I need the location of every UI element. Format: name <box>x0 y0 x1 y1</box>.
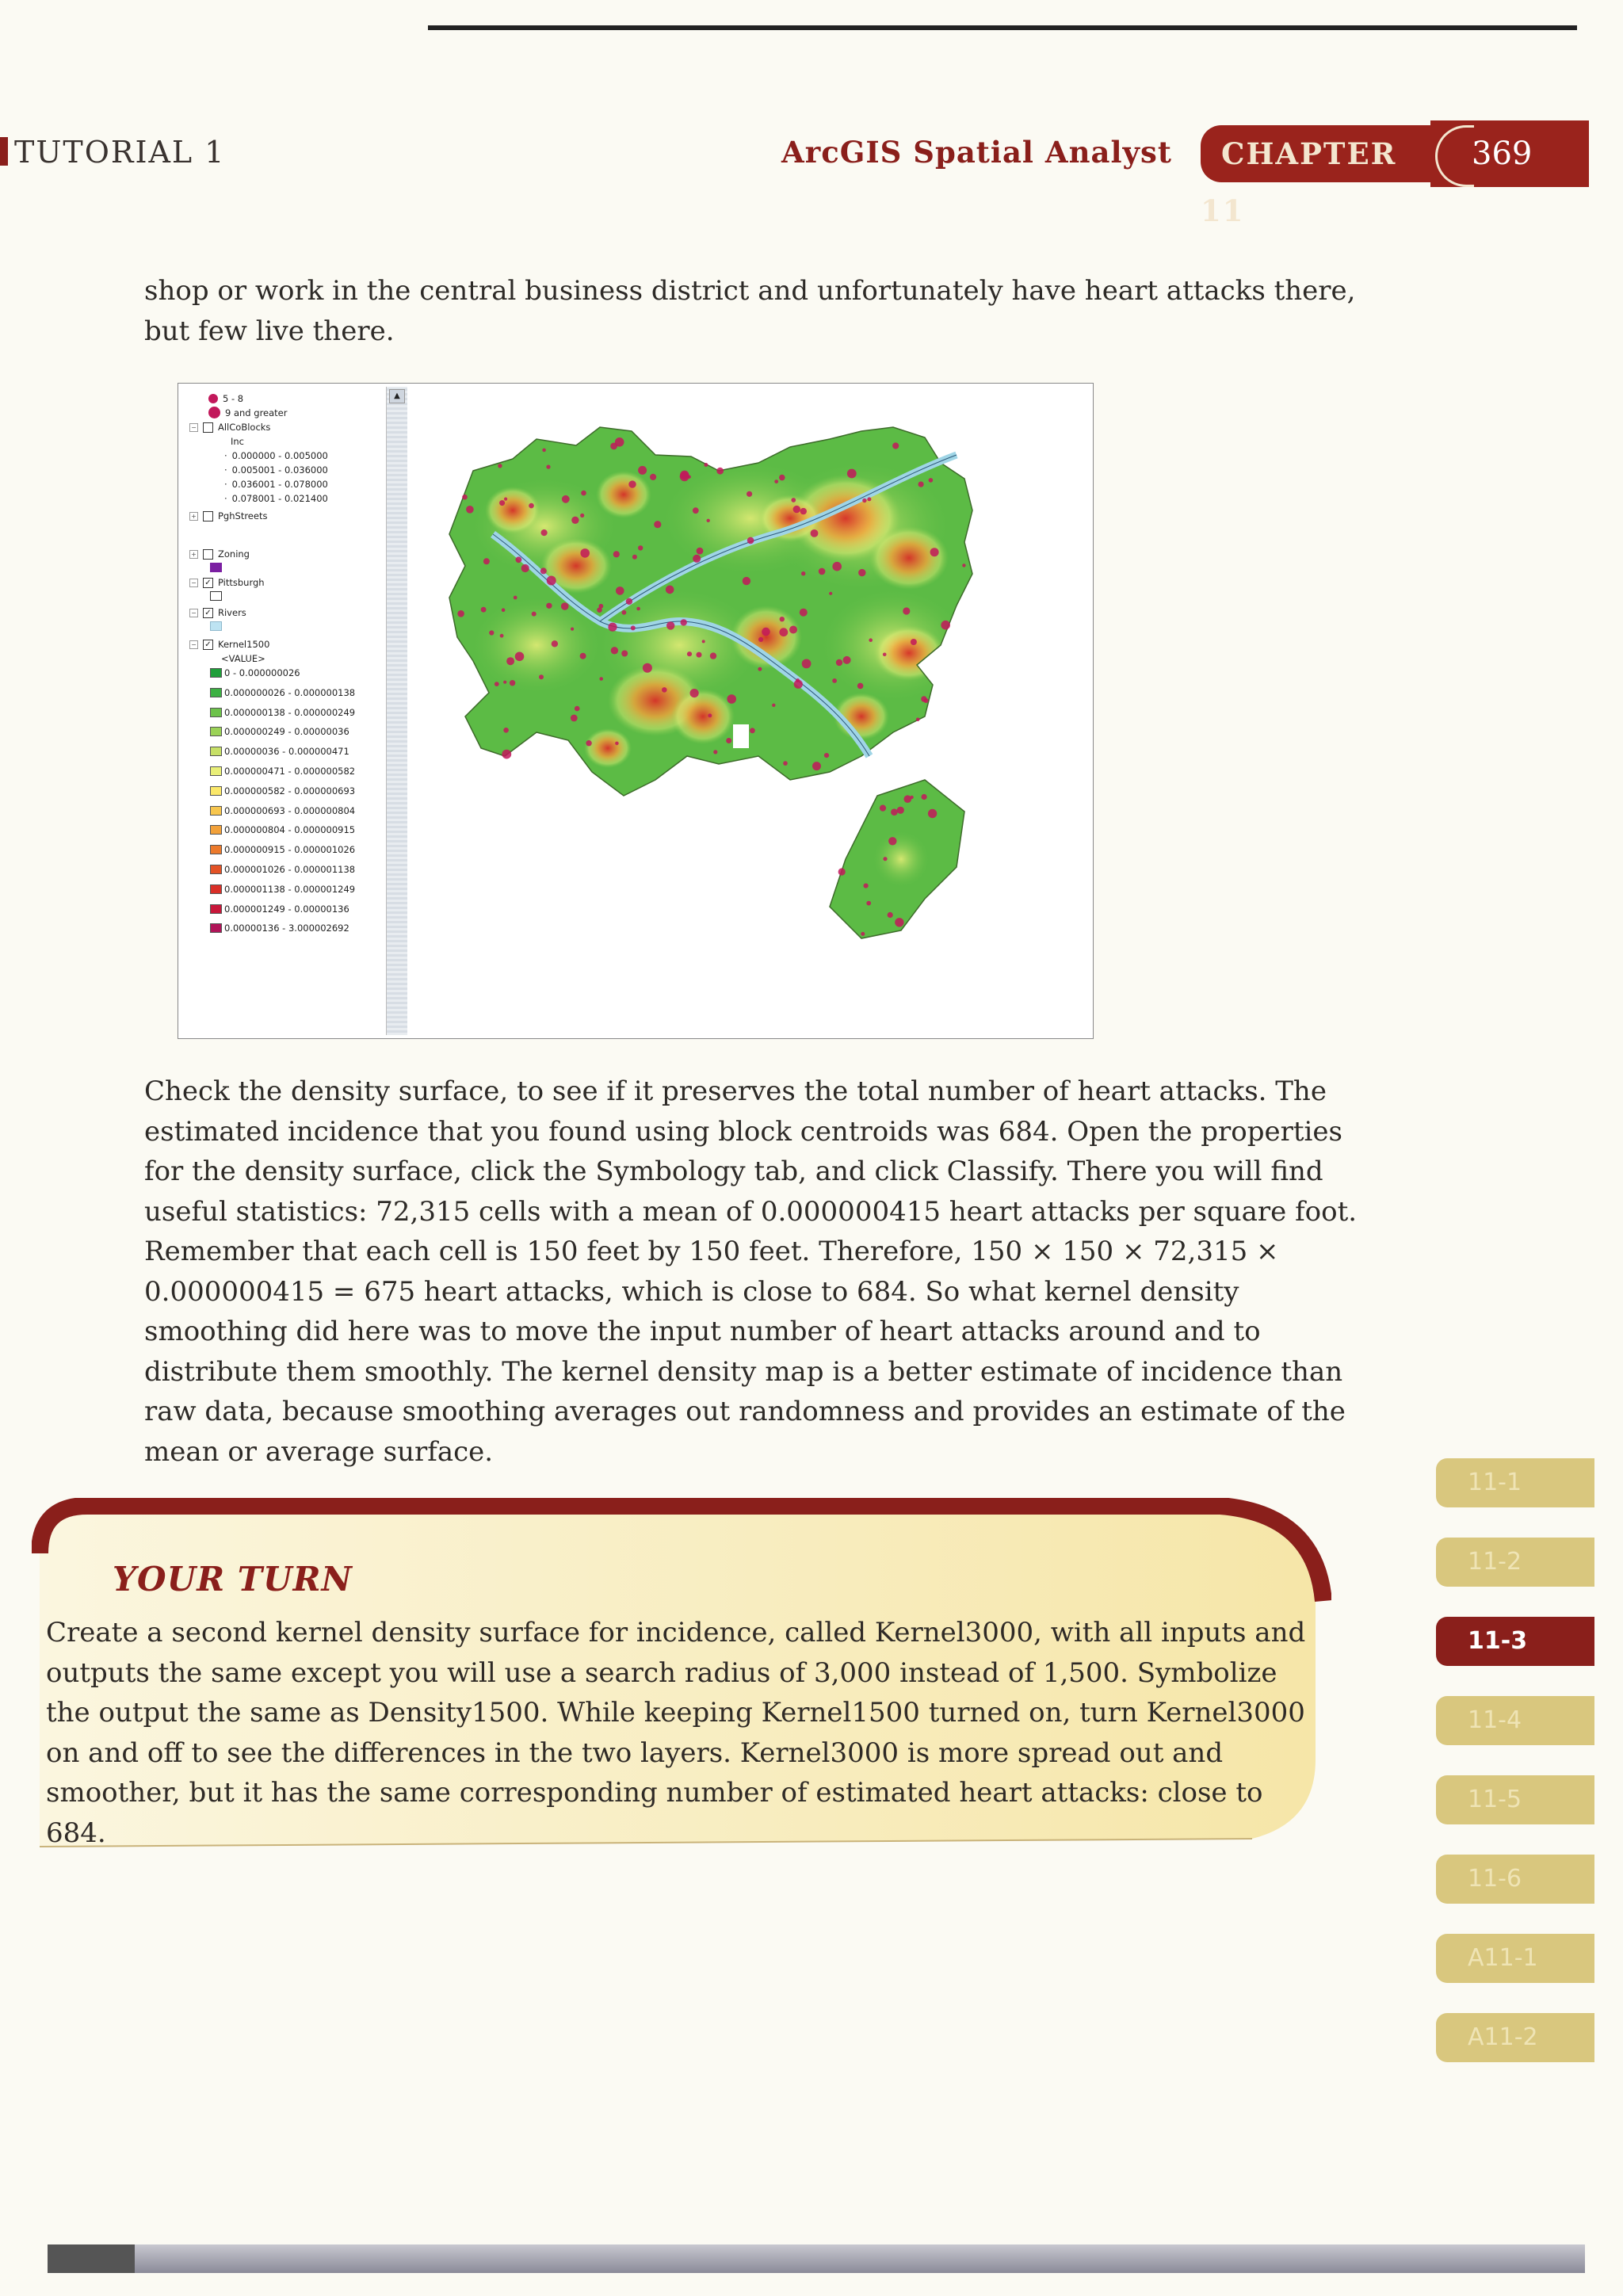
heart-attack-point <box>758 637 763 642</box>
class-swatch <box>210 688 222 697</box>
heart-attack-point <box>704 463 708 467</box>
heart-attack-point <box>608 623 617 632</box>
heart-attack-point <box>586 740 591 746</box>
heart-attack-point <box>516 556 522 563</box>
side-tab-A11-1[interactable]: A11-1 <box>1436 1934 1594 1983</box>
heart-attack-point <box>502 750 511 759</box>
hole-area <box>733 724 749 748</box>
layer-name: PghStreets <box>218 510 268 521</box>
heart-attack-point <box>857 683 864 690</box>
heart-attack-point <box>888 837 896 845</box>
heart-attack-point <box>529 503 534 509</box>
class-label: 0 - 0.000000026 <box>224 667 300 678</box>
heart-attack-point <box>580 653 586 659</box>
toc-class-row <box>224 464 328 476</box>
heart-attack-point <box>693 507 699 514</box>
heart-attack-point <box>571 517 579 524</box>
heart-attack-point <box>800 508 807 514</box>
kernel-class-row <box>210 667 300 678</box>
toc-layer-rivers[interactable] <box>189 607 246 618</box>
toc-scrollbar[interactable] <box>386 387 407 1035</box>
kernel-class-row <box>210 785 355 797</box>
heart-attack-point <box>772 704 775 707</box>
heart-attack-point <box>690 689 699 697</box>
heart-attack-point <box>466 506 474 514</box>
page-number-text: 369 <box>1472 136 1533 172</box>
heart-attack-point <box>681 619 687 625</box>
heart-attack-point <box>707 519 710 522</box>
heart-attack-point <box>687 651 692 656</box>
heart-attack-point <box>636 607 640 611</box>
heart-attack-point <box>897 807 904 814</box>
heart-attack-point <box>498 464 502 468</box>
kernel-class-row <box>210 687 355 698</box>
heart-attack-point <box>575 706 580 712</box>
heart-attack-point <box>547 576 556 586</box>
dot-icon: · <box>224 464 227 476</box>
heart-attack-point <box>622 610 627 615</box>
heart-attack-point <box>836 659 842 666</box>
heart-attack-point <box>864 884 869 888</box>
heart-attack-point <box>783 761 788 766</box>
heart-attack-point <box>615 742 619 746</box>
class-label: 0.000000804 - 0.000000915 <box>224 824 356 836</box>
class-label: 0.000000138 - 0.000000249 <box>224 706 356 718</box>
heart-attack-point <box>521 564 529 572</box>
heart-attack-point <box>638 545 643 550</box>
heart-attack-point <box>540 567 547 574</box>
layer-name: Rivers <box>218 607 246 618</box>
heart-attack-point <box>571 628 574 631</box>
heart-attack-point <box>631 625 636 630</box>
heart-attack-point <box>789 626 797 634</box>
heart-attack-point <box>562 495 570 503</box>
class-label: 0.000000249 - 0.00000036 <box>224 726 349 738</box>
heart-attack-point <box>962 563 965 567</box>
kernel-class-row <box>210 923 349 934</box>
heart-attack-point <box>504 498 507 501</box>
heart-attack-point <box>628 480 636 487</box>
heart-attack-point <box>869 638 873 642</box>
toc-layer-pghstreets[interactable] <box>189 510 267 521</box>
dot-icon: · <box>224 493 227 504</box>
class-label: 0.000001249 - 0.00000136 <box>224 903 349 915</box>
heart-attack-point <box>862 499 866 502</box>
heart-attack-point <box>847 469 857 479</box>
heart-attack-point <box>597 607 602 613</box>
heart-attack-point <box>941 621 950 630</box>
expand-icon[interactable]: − <box>189 423 198 432</box>
heart-attack-point <box>779 628 788 636</box>
class-label: 0.000000915 - 0.000001026 <box>224 844 356 856</box>
kernel-class-row <box>210 864 355 875</box>
heart-attack-point <box>888 912 893 918</box>
layer-name: Kernel1500 <box>218 639 270 650</box>
side-tab-11-6[interactable]: 11-6 <box>1436 1855 1594 1904</box>
bottom-bar-dark <box>48 2244 135 2273</box>
heart-attack-point <box>780 617 785 621</box>
expand-icon[interactable]: + <box>189 550 198 559</box>
heart-attack-point <box>616 586 624 595</box>
table-of-contents <box>178 384 416 1038</box>
class-swatch <box>210 708 222 717</box>
heart-attack-point <box>514 596 517 600</box>
class-label: 0.000000471 - 0.000000582 <box>224 766 356 777</box>
heart-attack-point <box>632 555 637 560</box>
kernel-class-row <box>210 707 355 718</box>
heart-attack-point <box>758 667 762 671</box>
heart-attack-point <box>801 571 805 575</box>
heart-attack-point <box>903 607 910 614</box>
page-number <box>1430 120 1589 187</box>
class-label: 0.000000693 - 0.000000804 <box>224 804 356 816</box>
kernel-class-row <box>210 904 349 915</box>
class-label: 0.00000036 - 0.000000471 <box>224 746 349 758</box>
page-number-ring <box>1435 125 1474 187</box>
class-label: 0.078001 - 0.021400 <box>231 493 328 504</box>
heart-attack-point <box>708 713 712 717</box>
layer-checkbox-checked[interactable]: ✓ <box>203 608 213 618</box>
heart-attack-point <box>462 495 468 500</box>
heart-attack-point <box>929 478 934 483</box>
heart-attack-point <box>626 598 632 605</box>
heart-attack-point <box>904 795 912 803</box>
heart-attack-point <box>866 901 871 906</box>
heart-attack-point <box>824 753 829 758</box>
layer-name: Pittsburgh <box>218 577 265 588</box>
running-header-title: ArcGIS Spatial Analyst <box>781 135 1172 170</box>
dot-icon: · <box>224 479 227 490</box>
running-header-text: TUTORIAL 1 <box>14 135 226 170</box>
heart-attack-point <box>650 474 656 480</box>
top-rule <box>428 25 1577 30</box>
class-swatch <box>210 884 222 894</box>
scroll-up-icon[interactable]: ▲ <box>389 389 405 403</box>
toc-class-row <box>224 493 328 504</box>
heart-attack-point <box>747 491 752 497</box>
heart-attack-point <box>916 718 920 722</box>
heart-attack-point <box>861 932 865 936</box>
layer-checkbox[interactable] <box>203 549 213 560</box>
heart-attack-point <box>666 586 674 594</box>
expand-icon[interactable]: − <box>189 640 198 649</box>
heart-attack-point <box>843 656 851 664</box>
heart-attack-point <box>457 610 464 617</box>
heart-attack-point <box>911 639 917 645</box>
heart-attack-point <box>774 479 778 483</box>
layer-checkbox[interactable] <box>203 422 213 433</box>
side-tab-11-4[interactable]: 11-4 <box>1436 1696 1594 1745</box>
heart-attack-point <box>832 678 837 683</box>
chapter-label: CHAPTER 11 <box>1201 125 1438 182</box>
heart-attack-point <box>561 602 569 610</box>
side-tab-A11-2[interactable]: A11-2 <box>1436 2013 1594 2062</box>
heart-attack-point <box>930 548 939 556</box>
kernel-class-row <box>210 746 349 757</box>
class-label: 0.036001 - 0.078000 <box>231 479 328 490</box>
layer-name: Zoning <box>218 548 250 560</box>
heart-attack-point <box>924 698 929 703</box>
side-tab-11-1[interactable]: 11-1 <box>1436 1458 1594 1507</box>
heart-attack-point <box>680 471 689 479</box>
side-tab-11-5[interactable]: 11-5 <box>1436 1775 1594 1824</box>
class-label: 0.000001026 - 0.000001138 <box>224 864 356 875</box>
heart-attack-point <box>747 537 754 544</box>
heart-attack-point <box>541 529 548 536</box>
heart-attack-point <box>515 652 525 662</box>
heart-attack-point <box>716 468 724 475</box>
heart-attack-point <box>819 568 826 575</box>
heart-attack-point <box>580 548 590 558</box>
toc-field-label <box>221 653 265 664</box>
toc-swatch-row <box>210 591 224 601</box>
class-swatch <box>210 727 222 736</box>
map-view[interactable] <box>418 384 1093 1038</box>
class-swatch <box>210 766 222 776</box>
expand-icon[interactable]: − <box>189 609 198 617</box>
heart-attack-point <box>793 506 800 513</box>
class-swatch <box>210 747 222 756</box>
toc-range-row <box>208 393 243 404</box>
toc-range-label: 5 - 8 <box>223 393 244 404</box>
class-swatch <box>210 923 222 933</box>
heart-attack-point <box>726 738 731 743</box>
toc-class-row <box>224 450 328 461</box>
heart-attack-point <box>599 677 603 681</box>
heart-attack-point <box>891 808 898 816</box>
heart-attack-point <box>779 475 785 481</box>
field-label: Inc <box>231 436 245 447</box>
heart-attack-point <box>922 794 927 800</box>
toc-range-row <box>208 407 287 418</box>
heart-attack-point <box>829 592 832 595</box>
side-tab-11-3[interactable]: 11-3 <box>1436 1617 1594 1666</box>
toc-swatch-row <box>210 563 224 572</box>
layer-checkbox-checked[interactable]: ✓ <box>203 640 213 650</box>
heart-attack-point <box>500 634 504 638</box>
heart-attack-point <box>727 694 736 704</box>
class-label: 0.000000026 - 0.000000138 <box>224 686 356 698</box>
side-tab-11-2[interactable]: 11-2 <box>1436 1538 1594 1587</box>
heart-attack-point <box>552 640 558 647</box>
heart-attack-point <box>811 529 819 537</box>
heart-attack-point <box>580 514 584 518</box>
class-label: 0.005001 - 0.036000 <box>231 464 328 476</box>
heart-attack-point <box>892 442 899 449</box>
heart-attack-point <box>693 555 701 563</box>
heart-attack-point <box>503 728 509 733</box>
paragraph-top: shop or work in the central business district and unfortunately have heart attacks there, but few live there. <box>144 275 1356 347</box>
heart-attack-point <box>791 498 796 502</box>
heart-attack-point <box>838 868 846 875</box>
field-label: <VALUE> <box>221 653 265 664</box>
rivers-swatch <box>210 621 222 631</box>
class-swatch <box>210 865 222 874</box>
toc-layer-allcoblocks[interactable] <box>189 422 270 433</box>
kernel-class-row <box>210 884 355 895</box>
heart-attack-point <box>802 659 812 669</box>
heart-attack-point <box>546 603 552 609</box>
heart-attack-point <box>697 652 702 658</box>
heart-attack-point <box>743 577 750 585</box>
heart-attack-point <box>762 628 770 636</box>
expand-icon[interactable]: − <box>189 579 198 587</box>
toc-range-label: 9 and greater <box>225 407 288 418</box>
class-swatch <box>210 668 222 678</box>
heart-attack-point <box>918 482 924 487</box>
heart-attack-point <box>832 562 842 571</box>
heart-attack-point <box>710 652 716 659</box>
class-swatch <box>210 825 222 835</box>
pittsburgh-swatch <box>210 591 222 601</box>
heart-attack-point <box>483 558 490 564</box>
class-swatch <box>210 786 222 796</box>
heart-attack-point <box>503 681 506 684</box>
layer-name: AllCoBlocks <box>218 422 271 433</box>
toc-layer-zoning[interactable] <box>189 548 250 560</box>
heart-attack-point <box>546 465 550 469</box>
heart-attack-point <box>615 437 624 447</box>
heart-attack-point <box>611 647 618 654</box>
heart-attack-point <box>883 857 887 861</box>
heart-attack-point <box>643 663 652 673</box>
heart-attack-point <box>713 750 717 754</box>
heart-attack-point <box>542 449 546 453</box>
expand-icon[interactable]: + <box>189 512 198 521</box>
heart-attack-point <box>702 640 705 643</box>
heart-attack-point <box>539 674 544 679</box>
heart-attack-point <box>697 548 704 555</box>
heart-attack-point <box>499 500 505 506</box>
heart-attack-point <box>895 918 903 926</box>
heart-attack-point <box>812 762 821 770</box>
heart-attack-point <box>502 608 506 612</box>
class-swatch <box>210 806 222 816</box>
class-swatch <box>210 845 222 854</box>
toc-class-row <box>224 479 328 490</box>
heart-attack-point <box>867 497 871 501</box>
heart-attack-point <box>621 651 628 657</box>
heart-attack-point <box>489 630 494 635</box>
arcmap-screenshot <box>178 383 1094 1039</box>
heart-attack-point <box>613 551 620 557</box>
dot-icon: · <box>224 450 227 461</box>
heart-attack-point <box>928 809 937 818</box>
density-map <box>418 384 1093 1038</box>
point-symbol-icon <box>208 394 218 403</box>
heart-attack-point <box>750 728 755 733</box>
your-turn-title: YOUR TURN <box>113 1560 353 1599</box>
toc-layer-pittsburgh[interactable] <box>189 577 265 588</box>
kernel-class-row <box>210 766 355 777</box>
zoning-swatch <box>210 563 222 572</box>
class-label: 0.00000136 - 3.000002692 <box>224 923 349 934</box>
heart-attack-point <box>662 687 667 693</box>
heart-attack-point <box>581 491 586 496</box>
heart-attack-point <box>532 612 537 617</box>
toc-field-label <box>231 436 244 447</box>
heart-attack-point <box>571 715 578 722</box>
heart-attack-point <box>880 805 886 812</box>
heart-attack-point <box>800 609 808 617</box>
bottom-bar <box>48 2244 1585 2273</box>
kernel-class-row <box>210 805 355 816</box>
heart-attack-point <box>883 653 887 657</box>
kernel-class-row <box>210 726 349 737</box>
kernel-class-row <box>210 844 355 855</box>
point-symbol-icon <box>208 407 220 418</box>
running-header-left <box>0 135 225 170</box>
class-swatch <box>210 904 222 914</box>
heart-attack-point <box>495 682 499 686</box>
heart-attack-point <box>510 680 515 686</box>
class-label: 0.000000582 - 0.000000693 <box>224 785 356 797</box>
heart-attack-point <box>506 657 514 665</box>
your-turn-text: Create a second kernel density surface for incidence, called Kernel3000, with all inputs and outputs the same except you will use a search radius of 3,000 instead of 1,500. Symbolize the output the same as Density1500. While keeping Kernel1500 turned on, turn Kernel3000 on and off to see the differences in the two layers. Kernel3000 is more spread out and smoother, but it has the same corresponding number of estimated heart attacks: close to 684. <box>46 1617 1306 1849</box>
heart-attack-point <box>858 569 865 576</box>
toc-swatch-row <box>210 621 224 631</box>
heart-attack-point <box>666 621 674 629</box>
heart-attack-point <box>796 678 800 682</box>
class-label: 0.000000 - 0.005000 <box>231 450 328 461</box>
layer-checkbox-checked[interactable]: ✓ <box>203 578 213 588</box>
toc-layer-kernel1500[interactable] <box>189 639 269 650</box>
paragraph-main: Check the density surface, to see if it preserves the total number of heart attacks. The estimated incidence that you found using block centroids was 684. Open the properties for the density surface, click the Symbology tab, and click Classify. There you will find useful statistics: 72,315 cells with a mean of 0.000000415 heart attacks per square foot. Remember that each cell is 150 feet by 150 feet. Therefore, 150 × 150 × 72,315 × 0.000000415 = 675 heart attacks, which is close to 684. So what kernel density smoothing did here was to move the input number of heart attacks around and to distribute them smoothly. The kernel density map is a better estimate of incidence than raw data, because smoothing averages out randomness and provides an estimate of the mean or average surface. <box>144 1075 1358 1468</box>
heart-attack-point <box>638 466 647 475</box>
heart-attack-point <box>654 521 661 528</box>
kernel-class-row <box>210 824 355 835</box>
heart-attack-point <box>481 607 487 613</box>
class-label: 0.000001138 - 0.000001249 <box>224 883 356 895</box>
layer-checkbox[interactable] <box>203 511 213 521</box>
